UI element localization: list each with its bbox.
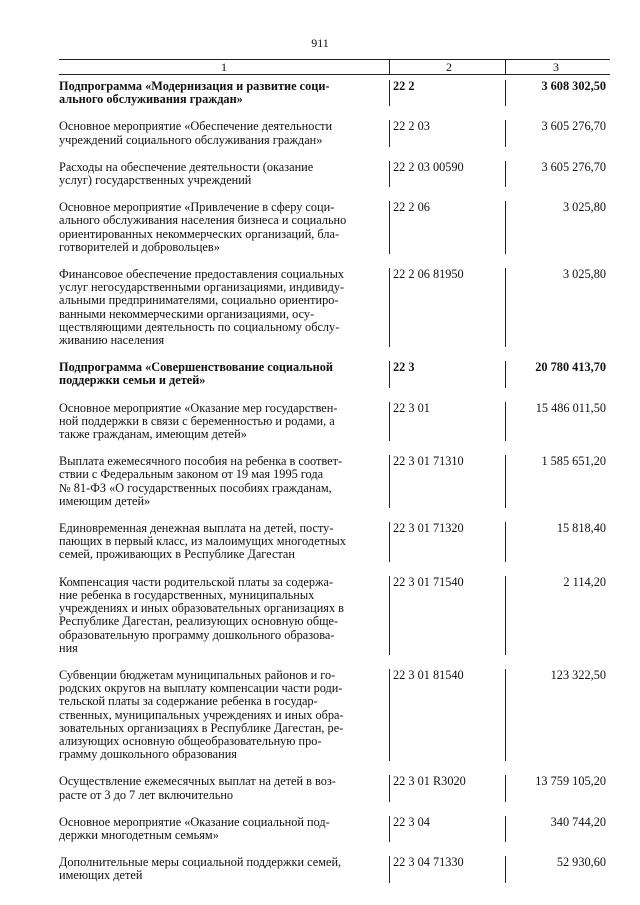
row-code: 22 3 01 71310 bbox=[389, 455, 505, 508]
row-code: 22 2 03 00590 bbox=[389, 161, 505, 187]
row-name: Дополнительные меры социальной поддержки семей, имеющих детей bbox=[59, 855, 342, 883]
row-name: Подпрограмма «Совершенствование социальной поддержки семьи и детей» bbox=[59, 360, 333, 388]
row-name: Основное мероприятие «Оказание социальной под- держки многодетным семьям» bbox=[59, 814, 330, 842]
table-row bbox=[59, 571, 610, 664]
table-row bbox=[59, 156, 610, 196]
row-amount: 3 025,80 bbox=[505, 201, 610, 254]
row-code: 22 3 01 R3020 bbox=[389, 775, 505, 801]
table-row bbox=[59, 851, 610, 888]
page-number: 911 bbox=[311, 36, 329, 50]
header-col-1: 1 bbox=[221, 60, 227, 74]
row-name: Основное мероприятие «Привлечение в сферу соци- ального обслуживания населения бизнеса и социально ориентированных некоммерческих организаций, бла- готворителей и добровольцев» bbox=[59, 200, 347, 254]
row-code: 22 2 06 81950 bbox=[389, 268, 505, 347]
row-amount: 52 930,60 bbox=[505, 856, 610, 882]
table-row bbox=[59, 263, 610, 356]
table-row bbox=[59, 770, 610, 810]
row-amount: 3 605 276,70 bbox=[505, 120, 610, 146]
table-body bbox=[59, 75, 610, 889]
table-row bbox=[59, 115, 610, 155]
row-name: Финансовое обеспечение предоставления социальных услуг негосударственными организациями, индивиду- альными предпринимателями, социально ориентиро- ванными некоммерческими организациями, осу- ществляющими деятельность по социальному обслу- живанию населения bbox=[59, 267, 345, 348]
row-name: Осуществление ежемесячных выплат на детей в воз- расте от 3 до 7 лет включительно bbox=[59, 774, 336, 802]
header-col-3: 3 bbox=[505, 60, 610, 74]
row-code: 22 3 01 71320 bbox=[389, 522, 505, 562]
table-header bbox=[59, 59, 610, 75]
row-name: Компенсация части родительской платы за содержа- ние ребенка в государственных, муниципальных учреждениях и иных образовательных организациях в Республике Дагестан, реализующих основную обще- образовательную программу дошкольного образова- ния bbox=[59, 574, 344, 655]
row-name: Основное мероприятие «Оказание мер государствен- ной поддержки в связи с беременностью и родами, а также гражданам, имеющим детей» bbox=[59, 400, 338, 442]
row-name: Выплата ежемесячного пособия на ребенка в соответ- ствии с Федеральным законом от 19 мая 1995 года № 81-ФЗ «О государственных пособиях гражданам, имеющим детей» bbox=[59, 454, 343, 508]
table-row bbox=[59, 397, 610, 451]
subprogram-row bbox=[59, 75, 610, 115]
row-code: 22 2 03 bbox=[389, 120, 505, 146]
row-name: Расходы на обеспечение деятельности (оказание услуг) государственных учреждений bbox=[59, 159, 314, 188]
row-code: 22 3 04 71330 bbox=[389, 856, 505, 882]
row-amount: 2 114,20 bbox=[505, 576, 610, 655]
row-name: Подпрограмма «Модернизация и развитие соци- ального обслуживания граждан» bbox=[59, 79, 330, 107]
table-row bbox=[59, 811, 610, 851]
row-name: Единовременная денежная выплата на детей, посту- пающих в первый класс, из малоимущих многодетных семей, проживающих в Республике Дагестан bbox=[59, 521, 346, 562]
subprogram-row bbox=[59, 356, 610, 396]
row-amount: 15 486 011,50 bbox=[505, 402, 610, 442]
table-row bbox=[59, 196, 610, 263]
row-code: 22 2 bbox=[389, 80, 505, 106]
row-amount: 3 605 276,70 bbox=[505, 161, 610, 187]
row-name: Субвенции бюджетам муниципальных районов и го- родских округов на выплату компенсации части роди- тельской платы за содержание ребенка в государ- ственных, муниципальных учреждениях и иных обра- зовательных организациях в Республике Дагестан, ре- ализующих основную общеобразовательную про- грамму дошкольного образования bbox=[59, 667, 344, 762]
row-amount: 3 025,80 bbox=[505, 268, 610, 347]
row-amount: 20 780 413,70 bbox=[505, 361, 610, 387]
row-amount: 13 759 105,20 bbox=[505, 775, 610, 801]
row-amount: 15 818,40 bbox=[505, 522, 610, 562]
row-amount: 3 608 302,50 bbox=[505, 80, 610, 106]
table-row bbox=[59, 450, 610, 517]
table-row bbox=[59, 517, 610, 571]
row-code: 22 3 04 bbox=[389, 816, 505, 842]
row-name: Основное мероприятие «Обеспечение деятельности учреждений социального обслуживания граждан» bbox=[59, 119, 333, 147]
row-code: 22 3 01 bbox=[389, 402, 505, 442]
row-code: 22 3 01 81540 bbox=[389, 669, 505, 761]
row-amount: 340 744,20 bbox=[505, 816, 610, 842]
row-code: 22 3 01 71540 bbox=[389, 576, 505, 655]
row-amount: 123 322,50 bbox=[505, 669, 610, 761]
table-row bbox=[59, 664, 610, 770]
row-code: 22 2 06 bbox=[389, 201, 505, 254]
row-code: 22 3 bbox=[389, 361, 505, 387]
header-col-2: 2 bbox=[389, 60, 505, 74]
budget-table bbox=[59, 59, 610, 889]
row-amount: 1 585 651,20 bbox=[505, 455, 610, 508]
